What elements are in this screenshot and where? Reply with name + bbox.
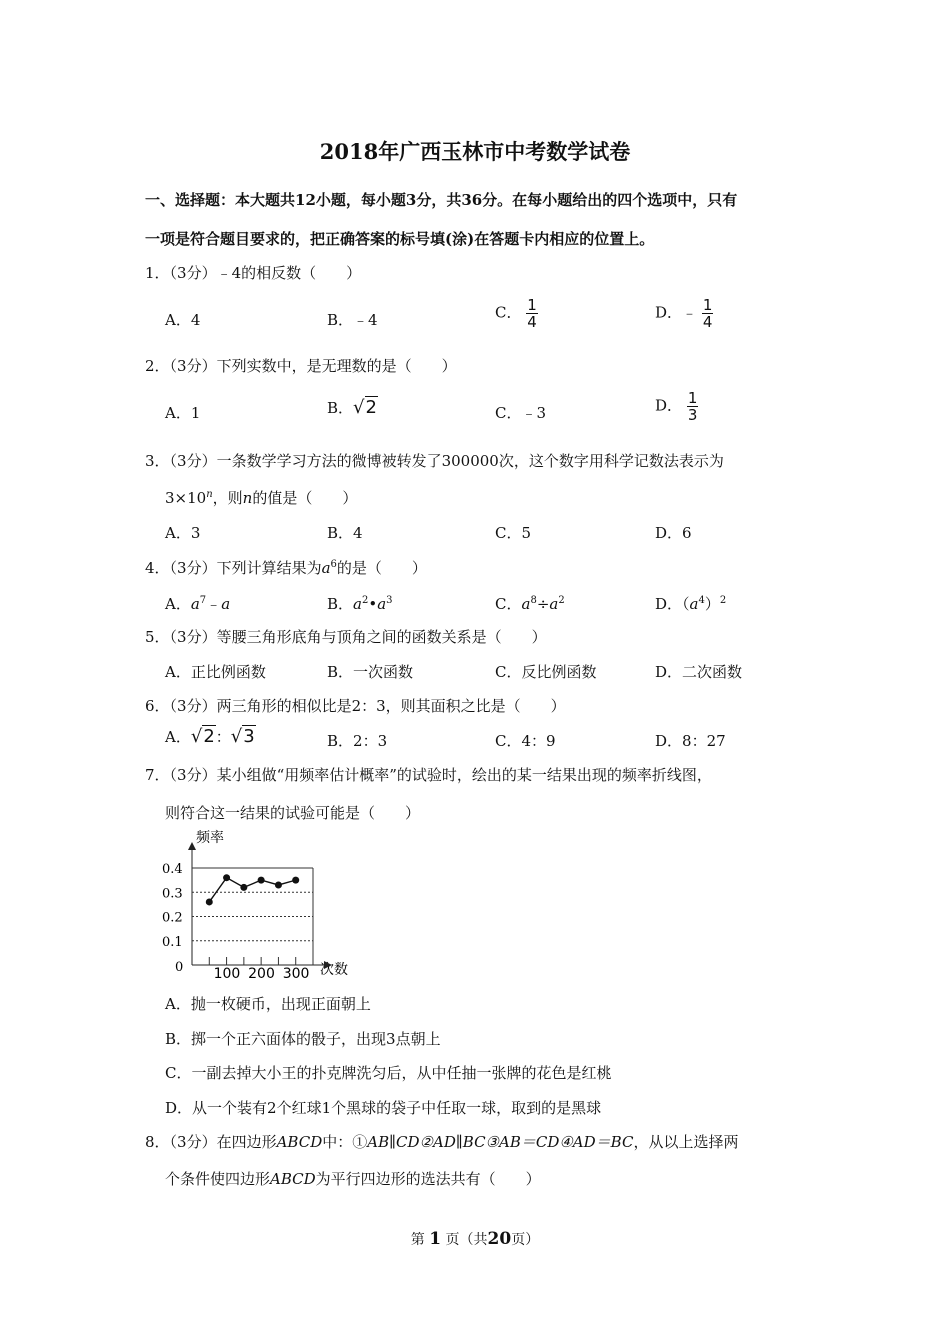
- q3-variable: n: [242, 489, 253, 507]
- page-footer: [0, 1229, 950, 1249]
- series-line: [209, 878, 295, 902]
- q4-option-c: C．$a^8\div a^2$: [495, 595, 565, 613]
- question-3-stem-line1: 3．（3分）一条数学学习方法的微博被转发了300000次，这个数字用科学记数法表示为: [145, 452, 724, 470]
- q1-option-d: [655, 297, 713, 330]
- q5-option-c: C．反比例函数: [495, 663, 597, 681]
- y-axis-label: 频率: [196, 830, 224, 846]
- q2-option-d-label: D．: [655, 396, 683, 415]
- page-total: 20: [487, 1229, 512, 1249]
- q4-text: 的是（ ）: [336, 559, 427, 577]
- q3-option-a: A．3: [165, 524, 201, 542]
- data-point: [223, 874, 230, 881]
- q6-option-d: D．8：27: [655, 732, 726, 750]
- question-4-stem: [145, 557, 427, 578]
- question-5-stem: 5．（3分）等腰三角形底角与顶角之间的函数关系是（ ）: [145, 628, 547, 646]
- q4-exponent: 6: [330, 559, 337, 570]
- q3-exponent: n: [206, 489, 213, 500]
- sqrt-expression: √2: [353, 397, 377, 418]
- question-6-stem: 6．（3分）两三角形的相似比是2：3，则其面积之比是（ ）: [145, 697, 566, 715]
- q1-option-d-label: D．﹣: [655, 303, 698, 322]
- q4-option-b: B．$a^2•a^3$: [327, 595, 393, 613]
- q7-option-b: B．掷一个正六面体的骰子，出现3点朝上: [165, 1030, 441, 1048]
- fraction: [526, 297, 538, 330]
- q1-option-a: A．4: [165, 311, 201, 329]
- x-tick-label: 200: [248, 966, 275, 981]
- q3-option-c: C．5: [495, 524, 532, 542]
- q1-option-c-label: C．: [495, 303, 522, 322]
- q3-option-d: D．6: [655, 524, 692, 542]
- q6-option-c: C．4：9: [495, 732, 556, 750]
- q6-option-a: [165, 726, 256, 747]
- sqrt-expression: √2: [190, 726, 215, 747]
- page-title: 2018年广西玉林市中考数学试卷: [319, 139, 631, 164]
- question-7-stem-line2: 则符合这一结果的试验可能是（ ）: [165, 804, 421, 822]
- question-2-stem: 2．（3分）下列实数中，是无理数的是（ ）: [145, 357, 457, 375]
- q8-conditions: AB∥CD②AD∥BC③AB＝CD④AD＝BC: [367, 1133, 634, 1151]
- data-point: [292, 877, 299, 884]
- fraction-denominator: 4: [527, 313, 537, 331]
- q3-text: ，则: [212, 489, 243, 507]
- q3-expression: 3×10: [165, 489, 207, 507]
- footer-text: 第: [410, 1232, 425, 1248]
- y-tick-label: 0.1: [162, 934, 183, 950]
- question-8-stem-line1: [145, 1131, 738, 1152]
- q1-option-b: B．﹣4: [327, 311, 378, 329]
- q8-variable: ABCD: [276, 1133, 323, 1151]
- data-point: [275, 881, 282, 888]
- section-heading-line1: 一、选择题：本大题共12小题，每小题3分，共36分。在每小题给出的四个选项中，只有: [145, 191, 738, 209]
- y-tick-label: 0: [175, 960, 184, 975]
- radicand: 2: [203, 726, 215, 747]
- footer-text: 页（共: [445, 1232, 488, 1248]
- q4-option-a-label: A．: [165, 595, 191, 613]
- fraction-numerator: 1: [702, 296, 713, 314]
- q2-option-b-label: B．: [327, 399, 354, 417]
- question-8-stem-line2: [165, 1168, 541, 1189]
- y-tick-label: 0.4: [162, 862, 183, 877]
- x-axis-label: 次数: [320, 962, 348, 978]
- fraction-denominator: 4: [702, 313, 713, 331]
- q7-option-d: D．从一个装有2个红球1个黑球的袋子中任取一球，取到的是黑球: [165, 1099, 602, 1117]
- q3-text: 的值是（ ）: [252, 489, 358, 507]
- fraction: [687, 390, 699, 423]
- q1-option-c: [495, 297, 538, 330]
- q5-option-a: A．正比例函数: [165, 663, 266, 681]
- q7-option-c: C．一副去掉大小王的扑克牌洗匀后，从中任抽一张牌的花色是红桃: [165, 1064, 612, 1082]
- q8-text: 为平行四边形的选法共有（ ）: [315, 1170, 541, 1188]
- footer-text: 页）: [511, 1232, 540, 1248]
- q2-option-c: C．﹣3: [495, 404, 547, 422]
- question-1-stem: 1．（3分）﹣4的相反数（ ）: [145, 264, 362, 282]
- data-point: [206, 898, 213, 905]
- q4-text: 4．（3分）下列计算结果为: [145, 559, 322, 577]
- q8-text: 中：①: [322, 1133, 368, 1151]
- y-tick-label: 0.2: [162, 910, 183, 926]
- q2-option-d: [655, 390, 698, 423]
- radicand: 3: [243, 726, 255, 747]
- q4-variable: a: [321, 559, 331, 577]
- q2-option-a: A．1: [165, 404, 201, 422]
- q8-text: 个条件使四边形: [165, 1170, 271, 1188]
- q6-option-b: B．2：3: [327, 732, 388, 750]
- q8-text: 8．（3分）在四边形: [145, 1133, 277, 1151]
- fraction-denominator: 3: [687, 406, 698, 424]
- q5-option-b: B．一次函数: [327, 663, 414, 681]
- q4-option-b-label: B．: [327, 595, 354, 613]
- q4-option-c-label: C．: [495, 595, 522, 613]
- q2-option-b: [327, 397, 378, 418]
- q4-option-d-label: D．: [655, 595, 683, 613]
- q8-text: ，从以上选择两: [633, 1133, 739, 1151]
- data-point: [240, 884, 247, 891]
- y-tick-label: 0.3: [162, 886, 183, 902]
- radicand: 2: [365, 397, 377, 418]
- q4-option-d: D．$(a^4)^2$: [655, 595, 727, 613]
- frequency-line-chart: [158, 826, 368, 981]
- question-3-stem-line2: [165, 487, 357, 508]
- data-point: [258, 877, 265, 884]
- x-tick-label: 300: [282, 966, 310, 981]
- fraction-numerator: 1: [527, 296, 537, 314]
- fraction: [702, 297, 714, 330]
- fraction-numerator: 1: [687, 389, 698, 407]
- sqrt-expression: √3: [230, 726, 255, 747]
- q6-option-a-label: A．: [165, 728, 191, 746]
- q7-option-a: A．抛一枚硬币，出现正面朝上: [165, 995, 371, 1013]
- page-number: 1: [429, 1229, 442, 1249]
- q3-option-b: B．4: [327, 524, 363, 542]
- q5-option-d: D．二次函数: [655, 663, 743, 681]
- q8-variable: ABCD: [270, 1170, 316, 1188]
- q4-option-a: A．$a^7﹣a$: [165, 595, 231, 613]
- question-7-stem-line1: 7．（3分）某小组做“用频率估计概率”的试验时，绘出的某一结果出现的频率折线图，: [145, 766, 712, 784]
- ratio-separator: ：: [215, 728, 231, 746]
- x-tick-label: 100: [213, 966, 241, 981]
- section-heading-line2: 一项是符合题目要求的，把正确答案的标号填(涂)在答题卡内相应的位置上。: [145, 230, 655, 248]
